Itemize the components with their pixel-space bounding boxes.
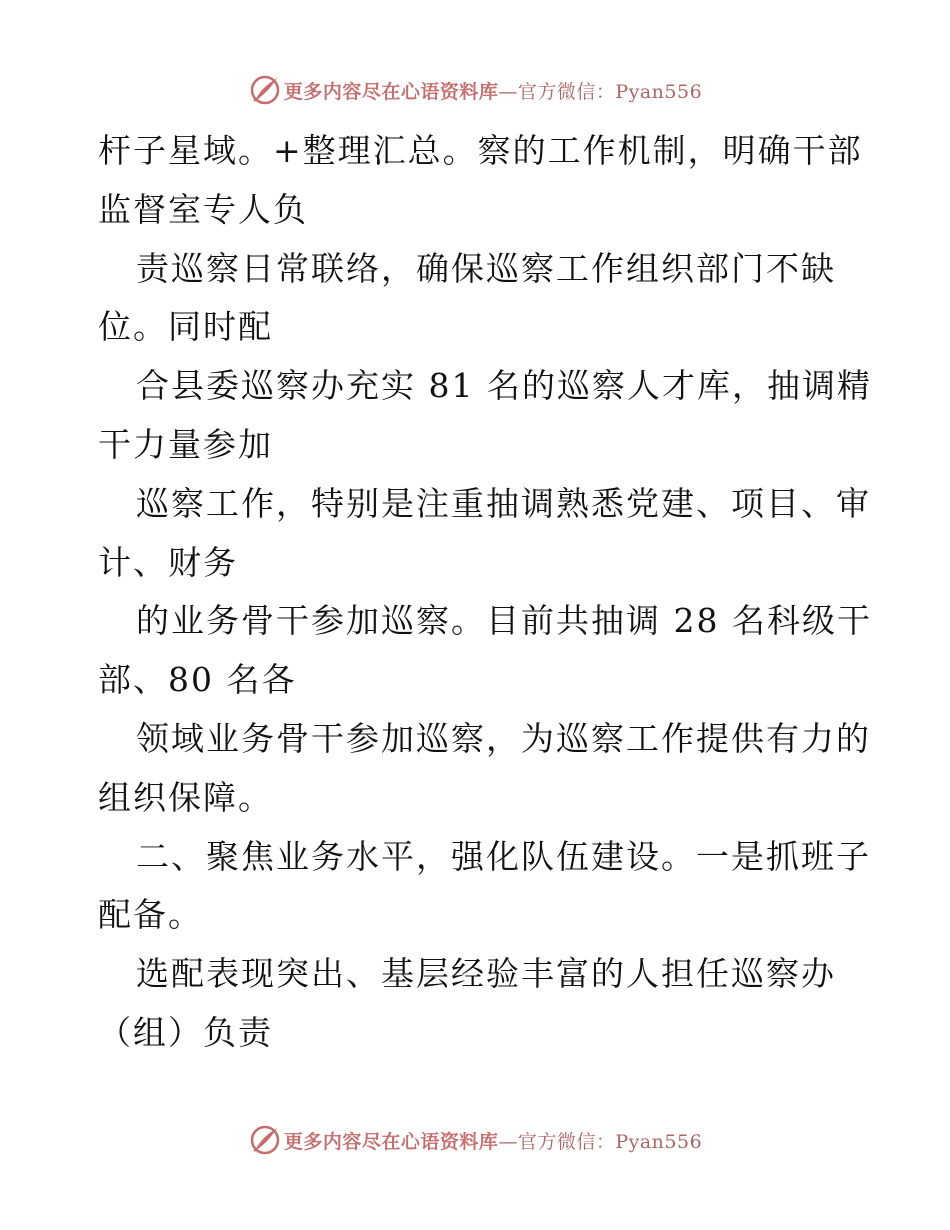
banner-title: 更多内容尽在心语资料库 <box>283 80 499 103</box>
text-line: 组织保障。 <box>98 777 273 817</box>
header-banner <box>0 70 950 110</box>
pen-logo-icon <box>248 73 282 107</box>
text-line: 计、财务 <box>98 542 238 582</box>
text-line: （组）负责 <box>98 1012 273 1052</box>
banner-title: 更多内容尽在心语资料库 <box>283 1130 499 1153</box>
banner-contact: —官方微信：Pyan556 <box>498 1130 703 1153</box>
footer-banner <box>0 1120 950 1160</box>
text-line: 杆子星域。+整理汇总。察的工作机制，明确干部 <box>98 131 863 170</box>
text-line: 二、聚焦业务水平，强化队伍建设。一是抓班子 <box>136 836 871 876</box>
text-line: 责巡察日常联络，确保巡察工作组织部门不缺 <box>136 248 836 288</box>
text-line: 配备。 <box>98 895 203 935</box>
text-line: 部、80 名各 <box>98 660 297 700</box>
text-line: 合县委巡察办充实 81 名的巡察人才库，抽调精 <box>136 366 872 406</box>
text-line: 巡察工作，特别是注重抽调熟悉党建、项目、审 <box>136 483 871 523</box>
text-line: 干力量参加 <box>98 424 273 464</box>
banner-contact: —官方微信：Pyan556 <box>498 80 703 103</box>
document-body <box>98 122 872 1063</box>
text-line: 位。同时配 <box>98 307 273 347</box>
text-line: 监督室专人负 <box>98 189 308 229</box>
text-line: 的业务骨干参加巡察。目前共抽调 28 名科级干 <box>136 601 872 641</box>
text-line: 选配表现突出、基层经验丰富的人担任巡察办 <box>136 954 836 994</box>
text-line: 领域业务骨干参加巡察，为巡察工作提供有力的 <box>136 718 871 758</box>
pen-logo-icon <box>248 1123 282 1157</box>
